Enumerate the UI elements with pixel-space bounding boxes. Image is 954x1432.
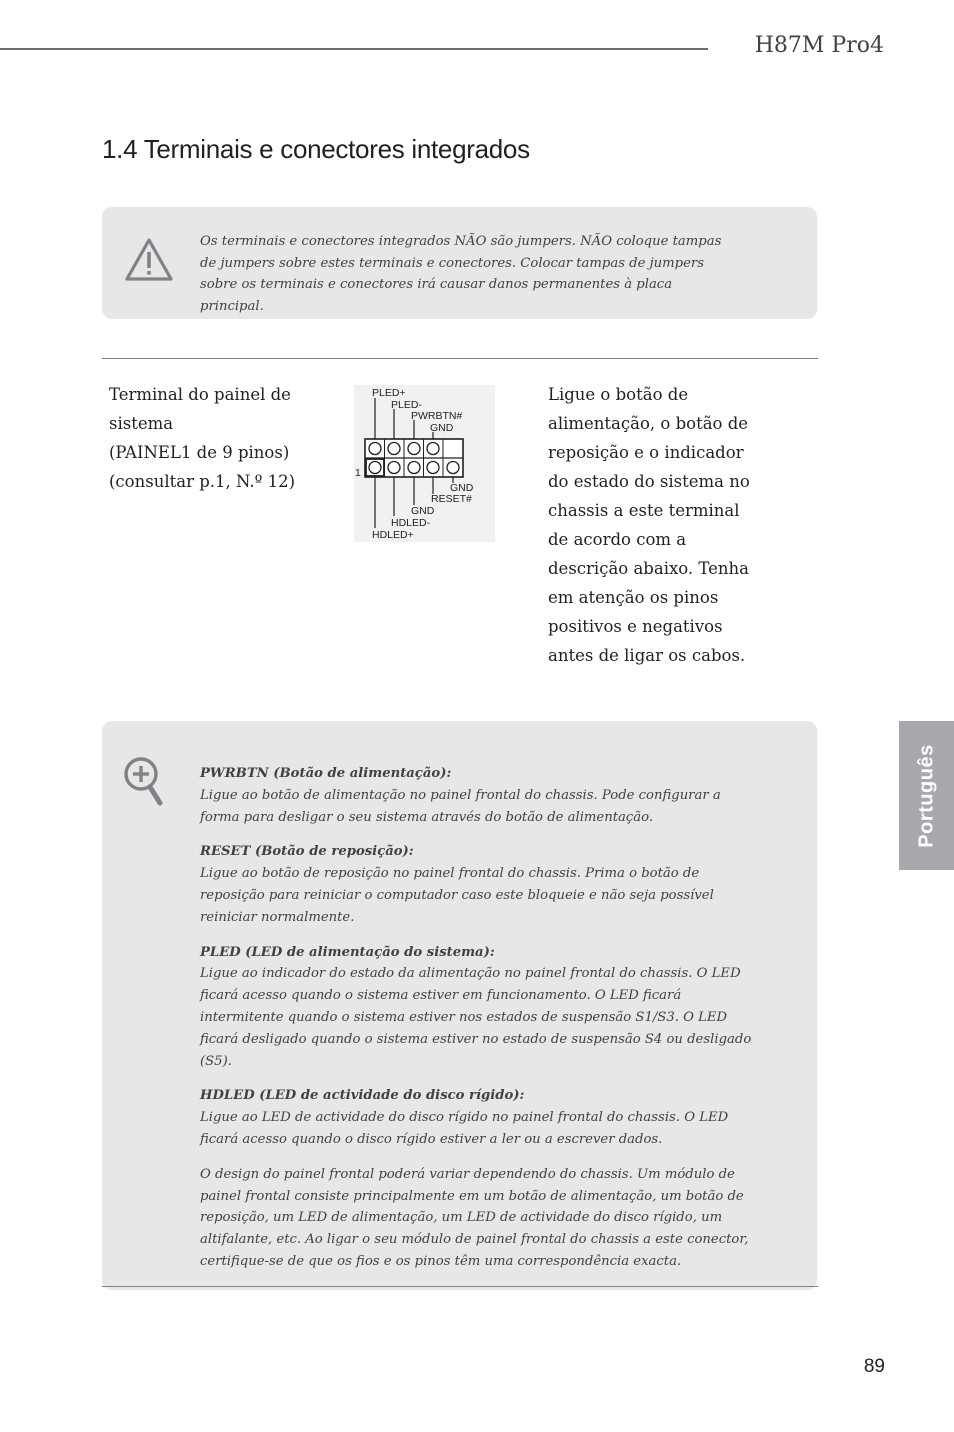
notes-content	[200, 763, 755, 1273]
language-tab	[899, 721, 954, 870]
label-gnd-bottom-right: GND	[450, 482, 474, 494]
connector-description: Ligue o botão de alimentação, o botão de reposição e o indicador do estado do sistema no chassis a este terminal de acordo com a descrição abaixo. Tenha em atenção os pinos positivos e negativos antes de ligar os cabos.	[548, 385, 750, 665]
label-pin-1: 1	[355, 467, 361, 479]
note-title: PWRBTN (Botão de alimentação):	[200, 766, 452, 781]
connector-label-line: Terminal do painel de	[109, 385, 291, 404]
note-body: Ligue ao LED de actividade do disco rígido no painel frontal do chassis. O LED ficará acesso quando o disco rígido estiver a ler ou a escrever dados.	[200, 1110, 729, 1147]
notes-closing: O design do painel frontal poderá variar dependendo do chassis. Um módulo de painel frontal consiste principalmente em um botão de alimentação, um botão de reposição, um LED de alimentação, um LED de actividade do disco rígido, um altifalante, etc. Ao ligar o seu módulo de painel frontal do chassis a este conector, certifique-se de que os fios e os pinos têm uma correspondência exacta.	[200, 1166, 749, 1269]
note-title: RESET (Botão de reposição):	[200, 844, 414, 860]
model-name: H87M Pro4	[754, 33, 884, 58]
magnifier-plus-icon	[122, 755, 166, 807]
warning-text: Os terminais e conectores integrados NÃO são jumpers. NÃO coloque tampas de jumpers sobre estes terminais e conectores. Colocar tampas de jumpers sobre os terminais e conectores irá causar danos permanentes à placa principal.	[200, 234, 722, 314]
label-reset: RESET#	[431, 493, 472, 505]
note-item	[200, 1085, 755, 1150]
warning-box	[102, 207, 817, 319]
note-body: Ligue ao indicador do estado da alimentação no painel frontal do chassis. O LED ficará acesso quando o sistema estiver em funcionamento. O LED ficará intermitente quando o sistema estiver nos estados de suspensão S1/S3. O LED ficará desligado quando o sistema estiver no estado de suspensão S4 ou desligado (S5).	[200, 966, 752, 1069]
language-tab-label: Português	[915, 743, 937, 848]
label-gnd-top: GND	[430, 422, 454, 434]
connector-label-line: sistema	[109, 414, 174, 433]
header-rule	[0, 48, 708, 50]
notes-box	[102, 721, 817, 1290]
label-gnd-bottom: GND	[411, 505, 435, 517]
connector-label-line: (PAINEL1 de 9 pinos)	[109, 443, 290, 462]
pin-diagram	[354, 385, 495, 542]
note-body: Ligue ao botão de reposição no painel frontal do chassis. Prima o botão de reposição para reiniciar o computador caso este bloqueie e não seja possível reiniciar normalmente.	[200, 866, 714, 925]
label-hdled-minus: HDLED-	[391, 517, 431, 529]
panel-header-diagram	[354, 385, 495, 542]
note-title: HDLED (LED de actividade do disco rígido):	[200, 1088, 525, 1104]
section-title: 1.4 Terminais e conectores integrados	[102, 134, 530, 164]
label-pled-plus: PLED+	[372, 387, 406, 399]
section-divider	[102, 358, 818, 359]
note-item	[200, 763, 755, 828]
note-item	[200, 942, 755, 1073]
bottom-divider	[102, 1286, 818, 1287]
warning-triangle-icon	[124, 237, 174, 283]
connector-label-line: (consultar p.1, N.º 12)	[109, 472, 296, 491]
label-pled-minus: PLED-	[391, 399, 422, 411]
note-title: PLED (LED de alimentação do sistema):	[200, 944, 495, 960]
page-number: 89	[863, 1356, 885, 1377]
connector-label	[109, 380, 309, 496]
note-body: Ligue ao botão de alimentação no painel frontal do chassis. Pode configurar a forma para desligar o seu sistema através do botão de alimentação.	[200, 787, 721, 825]
note-item	[200, 841, 755, 928]
label-pwrbtn: PWRBTN#	[411, 410, 463, 422]
label-hdled-plus: HDLED+	[372, 529, 414, 541]
